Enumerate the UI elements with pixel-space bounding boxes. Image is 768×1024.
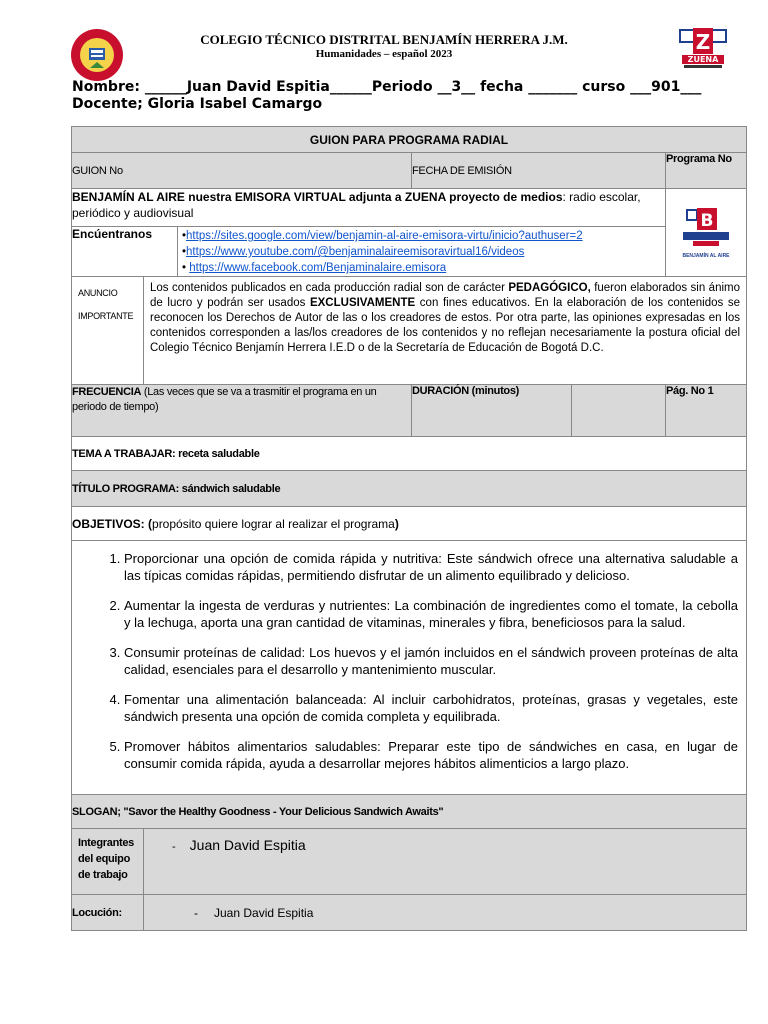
objetivos-close: ) bbox=[394, 516, 399, 531]
frecuencia-cell bbox=[72, 385, 412, 437]
programa-no-cell bbox=[666, 153, 747, 189]
locucion-label: Locución: bbox=[72, 906, 122, 919]
objective-item: 3. Consumir proteínas de calidad: Los huevos y el jamón incluidos en el sándwich proveen proteínas de alta calidad, esenciales para el desarrollo y mantenimiento muscular. bbox=[124, 644, 738, 678]
links-cell bbox=[178, 227, 666, 277]
anuncio-text-3: con fines educativos. En la elaboración de los contenidos se reconocen los Derechos de Autor de las o los creadores de estos. Por otra parte, las opiniones expresadas en los contenidos corresponden a las/los creadores de los contenidos y no reflejan necesariamente la postura oficial del Colegio Técnico Benjamín Herrera I.E.D o de la Secretaría de Educación de Bogotá D.C. bbox=[150, 297, 740, 354]
pag-cell bbox=[666, 385, 747, 437]
locucion-value: Juan David Espitia bbox=[214, 905, 314, 920]
encuentranos-cell bbox=[72, 227, 178, 277]
link-item: •https://sites.google.com/view/benjamin-al-aire-emisora-virtu/inicio?authuser=2 bbox=[182, 230, 583, 242]
anuncio-label: ANUNCIO bbox=[78, 288, 118, 298]
benjamin-logo-cell bbox=[666, 189, 747, 277]
frecuencia-note: (Las veces que se va a trasmitir el programa en un periodo de tiempo) bbox=[72, 386, 377, 413]
integrantes-value: Juan David Espitia bbox=[189, 837, 306, 853]
importante-label: IMPORTANTE bbox=[78, 311, 134, 321]
intro-cell bbox=[72, 189, 666, 227]
benjamin-al-aire-logo bbox=[681, 206, 731, 259]
duracion-value-cell bbox=[572, 385, 666, 437]
guion-no-label: GUION No bbox=[72, 164, 123, 177]
facebook-link[interactable]: https://www.facebook.com/Benjaminalaire.emisora bbox=[189, 262, 447, 274]
locucion-value-cell: - Juan David Espitia bbox=[144, 895, 747, 931]
period-label: Periodo bbox=[371, 79, 433, 95]
teacher-value: Gloria Isabel Camargo bbox=[147, 96, 323, 112]
objectives-list bbox=[72, 550, 746, 772]
encuentranos-label: Encúentranos bbox=[72, 227, 153, 241]
date-value: _______ bbox=[528, 79, 578, 95]
locucion-label-cell bbox=[72, 895, 144, 931]
objetivos-cell bbox=[72, 507, 747, 541]
student-info-line bbox=[72, 79, 701, 95]
svg-text:Z: Z bbox=[695, 30, 711, 54]
integrantes-label: Integrantes del equipo de trabajo bbox=[78, 837, 134, 881]
objetivos-note: propósito quiere lograr al realizar el programa bbox=[152, 516, 395, 531]
frecuencia-label: FRECUENCIA bbox=[72, 386, 142, 398]
teacher-label: Docente; bbox=[72, 96, 143, 112]
school-name: COLEGIO TÉCNICO DISTRITAL BENJAMÍN HERRERA J.M. bbox=[200, 32, 568, 47]
period-value: __3__ bbox=[437, 79, 476, 95]
subject-subtitle: Humanidades – español 2023 bbox=[315, 48, 453, 60]
objectives-list-cell bbox=[72, 541, 747, 795]
teacher-line bbox=[72, 96, 322, 112]
titulo-cell bbox=[72, 471, 747, 507]
objective-item: 1. Proporcionar una opción de comida rápida y nutritiva: Este sándwich ofrece una alternativa saludable a las típicas comidas rápidas, permitiendo disfrutar de un alimento equilibrado y delicioso. bbox=[124, 550, 738, 584]
form-title: GUION PARA PROGRAMA RADIAL bbox=[72, 127, 747, 153]
tema-label: TEMA A TRABAJAR: receta saludable bbox=[72, 447, 260, 460]
guion-no-cell bbox=[72, 153, 412, 189]
date-label: fecha bbox=[480, 79, 524, 95]
anuncio-text-cell bbox=[144, 277, 747, 385]
objective-item: 4. Fomentar una alimentación balanceada: Al incluir carbohidratos, proteínas, grasas y vegetales, este sándwich presenta una opción de comida completa y equilibrada. bbox=[124, 691, 738, 725]
anuncio-text-2: fueron elaborados sin ánimo de lucro y podrán ser usados bbox=[150, 282, 740, 309]
svg-text:B: B bbox=[700, 210, 714, 231]
fecha-emision-label: FECHA DE EMISIÓN bbox=[412, 164, 512, 177]
anuncio-bold-2: EXCLUSIVAMENTE bbox=[309, 297, 416, 309]
intro-rest: : radio escolar, periódico y audiovisual bbox=[72, 190, 641, 220]
benjamin-logo-text: BENJAMÍN AL AIRE bbox=[682, 252, 730, 259]
link-item: •https://www.youtube.com/@benjaminalaireemisoravirtual16/videos bbox=[182, 246, 525, 258]
integrantes-label-cell bbox=[72, 829, 144, 895]
youtube-link[interactable]: https://www.youtube.com/@benjaminalaireemisoravirtual16/videos bbox=[186, 246, 525, 258]
pag-label: Pág. No 1 bbox=[666, 385, 714, 397]
radio-script-form bbox=[71, 126, 747, 931]
fecha-emision-cell bbox=[412, 153, 666, 189]
zuena-logo-text: ZUENA bbox=[687, 55, 719, 64]
name-value: ______Juan David Espitia______ bbox=[144, 79, 372, 95]
link-item: • https://www.facebook.com/Benjaminalaire.emisora bbox=[182, 262, 447, 274]
programa-no-label: Programa No bbox=[666, 153, 732, 165]
anuncio-bold-1: PEDAGÓGICO, bbox=[508, 282, 591, 294]
course-value: ___901___ bbox=[630, 79, 702, 95]
tema-cell bbox=[72, 437, 747, 471]
integrantes-value-cell: - Juan David Espitia bbox=[144, 829, 747, 895]
slogan-text: SLOGAN; "Savor the Healthy Goodness - Your Delicious Sandwich Awaits" bbox=[72, 805, 444, 818]
slogan-cell bbox=[72, 795, 747, 829]
name-label: Nombre: bbox=[72, 79, 140, 95]
google-sites-link[interactable]: https://sites.google.com/view/benjamin-al-aire-emisora-virtu/inicio?authuser=2 bbox=[186, 230, 583, 242]
objective-item: 2. Aumentar la ingesta de verduras y nutrientes: La combinación de ingredientes como el tomate, la cebolla y la lechuga, aporta una gran cantidad de vitaminas, minerales y fibra, beneficiosos para la salud. bbox=[124, 597, 738, 631]
duracion-label: DURACIÓN (minutos) bbox=[412, 385, 520, 397]
duracion-cell bbox=[412, 385, 572, 437]
intro-bold: BENJAMÍN AL AIRE nuestra EMISORA VIRTUAL adjunta a ZUENA proyecto de medios bbox=[72, 190, 563, 204]
titulo-label: TÍTULO PROGRAMA: sándwich saludable bbox=[72, 482, 281, 495]
objective-item: 5. Promover hábitos alimentarios saludables: Preparar este tipo de sándwiches en casa, en lugar de consumir comida rápida, ayuda a desarrollar mejores hábitos alimenticios a largo plazo. bbox=[124, 738, 738, 772]
anuncio-label-cell bbox=[72, 277, 144, 385]
anuncio-text-1: Los contenidos publicados en cada producción radial son de carácter bbox=[150, 282, 509, 294]
objetivos-label: OBJETIVOS: ( bbox=[72, 516, 153, 531]
course-label: curso bbox=[582, 79, 626, 95]
